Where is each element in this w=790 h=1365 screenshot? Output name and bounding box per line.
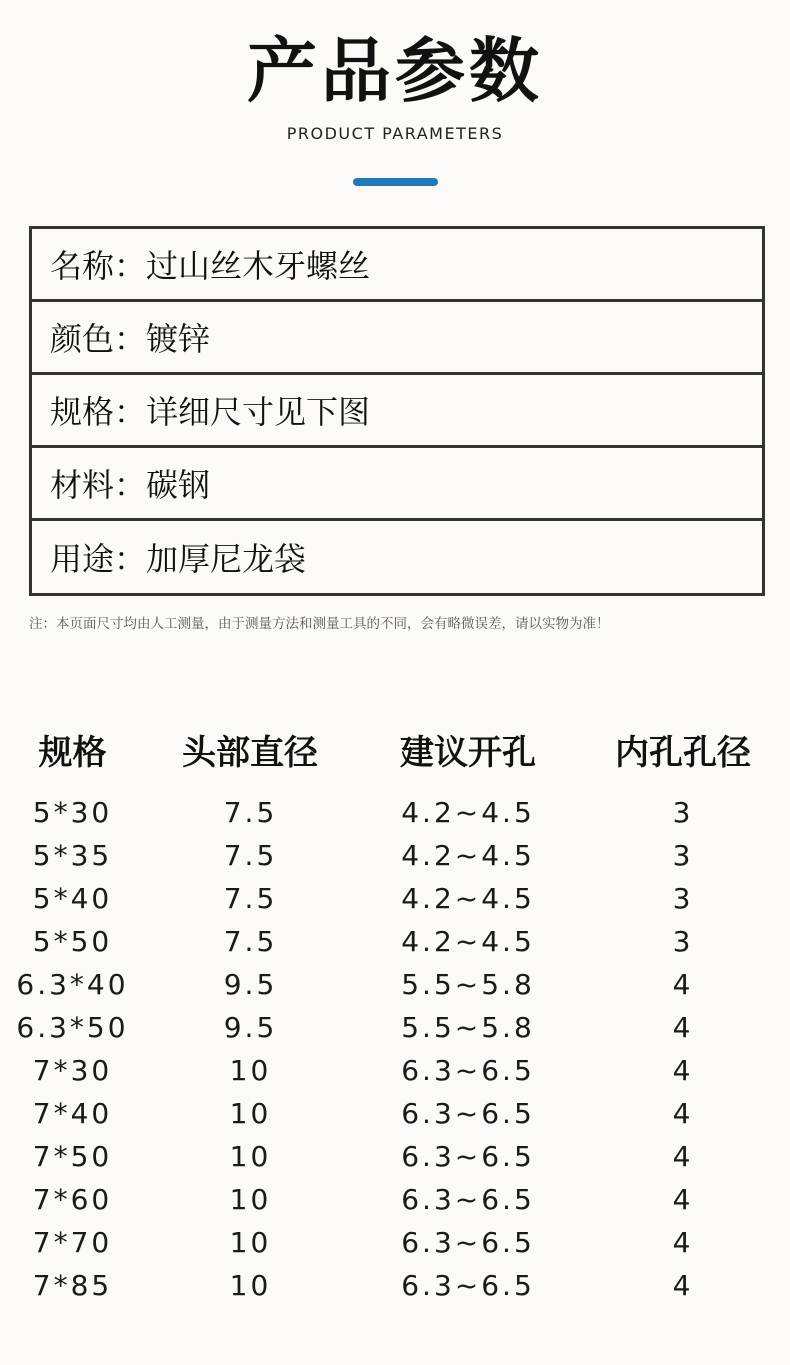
table-cell: 6.3*50 — [16, 1011, 129, 1044]
table-cell: 4 — [672, 1226, 694, 1259]
table-cell: 7*70 — [32, 1226, 113, 1259]
param-row-color — [32, 302, 762, 375]
param-value: 加厚尼龙袋 — [146, 540, 307, 578]
table-row — [0, 1221, 790, 1264]
table-cell: 4 — [672, 1011, 694, 1044]
page-title: 产品参数 — [247, 30, 543, 112]
table-cell: 3 — [672, 925, 694, 958]
table-row — [0, 1049, 790, 1092]
table-row — [0, 1135, 790, 1178]
table-row — [0, 1178, 790, 1221]
table-cell: 4 — [672, 1140, 694, 1173]
table-cell: 7.5 — [223, 839, 278, 872]
accent-divider — [353, 178, 438, 186]
table-cell: 4 — [672, 968, 694, 1001]
table-cell: 4.2~4.5 — [401, 882, 535, 915]
table-cell: 9.5 — [223, 968, 278, 1001]
table-row — [0, 877, 790, 920]
table-cell: 3 — [672, 882, 694, 915]
param-value: 过山丝木牙螺丝 — [146, 247, 371, 285]
param-value: 详细尺寸见下图 — [146, 393, 371, 431]
table-row — [0, 1264, 790, 1307]
param-label: 名称： — [50, 247, 147, 285]
table-row — [0, 963, 790, 1006]
param-row-material — [32, 448, 762, 521]
table-cell: 4 — [672, 1097, 694, 1130]
page-subtitle: PRODUCT PARAMETERS — [286, 124, 504, 143]
table-cell: 5*35 — [32, 839, 113, 872]
table-cell: 4 — [672, 1269, 694, 1302]
table-row — [0, 791, 790, 834]
table-cell: 5*50 — [32, 925, 113, 958]
table-cell: 7*60 — [32, 1183, 113, 1216]
table-cell: 6.3~6.5 — [401, 1226, 535, 1259]
table-cell: 7.5 — [223, 796, 278, 829]
table-cell: 10 — [229, 1183, 272, 1216]
table-cell: 7.5 — [223, 925, 278, 958]
table-cell: 9.5 — [223, 1011, 278, 1044]
param-value: 碳钢 — [146, 466, 211, 504]
param-label: 颜色： — [50, 320, 147, 358]
table-cell: 7.5 — [223, 882, 278, 915]
table-cell: 4.2~4.5 — [401, 839, 535, 872]
table-cell: 7*50 — [32, 1140, 113, 1173]
table-cell: 10 — [229, 1226, 272, 1259]
table-cell: 5.5~5.8 — [401, 1011, 535, 1044]
table-cell: 4 — [672, 1054, 694, 1087]
table-cell: 10 — [229, 1269, 272, 1302]
table-cell: 5*30 — [32, 796, 113, 829]
table-cell: 6.3*40 — [16, 968, 129, 1001]
table-cell: 7*85 — [32, 1269, 113, 1302]
table-cell: 5.5~5.8 — [401, 968, 535, 1001]
table-cell: 7*30 — [32, 1054, 113, 1087]
spec-header-inner-diameter: 内孔孔径 — [615, 733, 751, 773]
measurement-note: 注：本页面尺寸均由人工测量，由于测量方法和测量工具的不同，会有略微误差，请以实物为准！ — [29, 616, 610, 632]
param-value: 镀锌 — [146, 320, 211, 358]
param-label: 材料： — [50, 466, 147, 504]
spec-header-head-diameter: 头部直径 — [182, 733, 318, 773]
table-cell: 10 — [229, 1140, 272, 1173]
table-row — [0, 834, 790, 877]
table-row — [0, 1006, 790, 1049]
table-cell: 6.3~6.5 — [401, 1183, 535, 1216]
table-cell: 6.3~6.5 — [401, 1054, 535, 1087]
param-row-usage — [32, 521, 762, 593]
spec-header-pilot-hole: 建议开孔 — [400, 733, 536, 773]
table-cell: 3 — [672, 796, 694, 829]
param-label: 规格： — [50, 393, 147, 431]
param-row-spec — [32, 375, 762, 448]
parameter-table — [29, 226, 765, 596]
table-cell: 4.2~4.5 — [401, 796, 535, 829]
spec-table-header — [0, 728, 790, 778]
param-label: 用途： — [50, 540, 147, 578]
table-cell: 10 — [229, 1097, 272, 1130]
spec-header-size: 规格 — [38, 733, 107, 773]
table-cell: 4 — [672, 1183, 694, 1216]
table-cell: 6.3~6.5 — [401, 1140, 535, 1173]
table-cell: 4.2~4.5 — [401, 925, 535, 958]
table-cell: 6.3~6.5 — [401, 1269, 535, 1302]
table-cell: 10 — [229, 1054, 272, 1087]
table-cell: 3 — [672, 839, 694, 872]
param-row-name — [32, 229, 762, 302]
table-row — [0, 1092, 790, 1135]
table-cell: 6.3~6.5 — [401, 1097, 535, 1130]
table-row — [0, 920, 790, 963]
table-cell: 7*40 — [32, 1097, 113, 1130]
table-cell: 5*40 — [32, 882, 113, 915]
